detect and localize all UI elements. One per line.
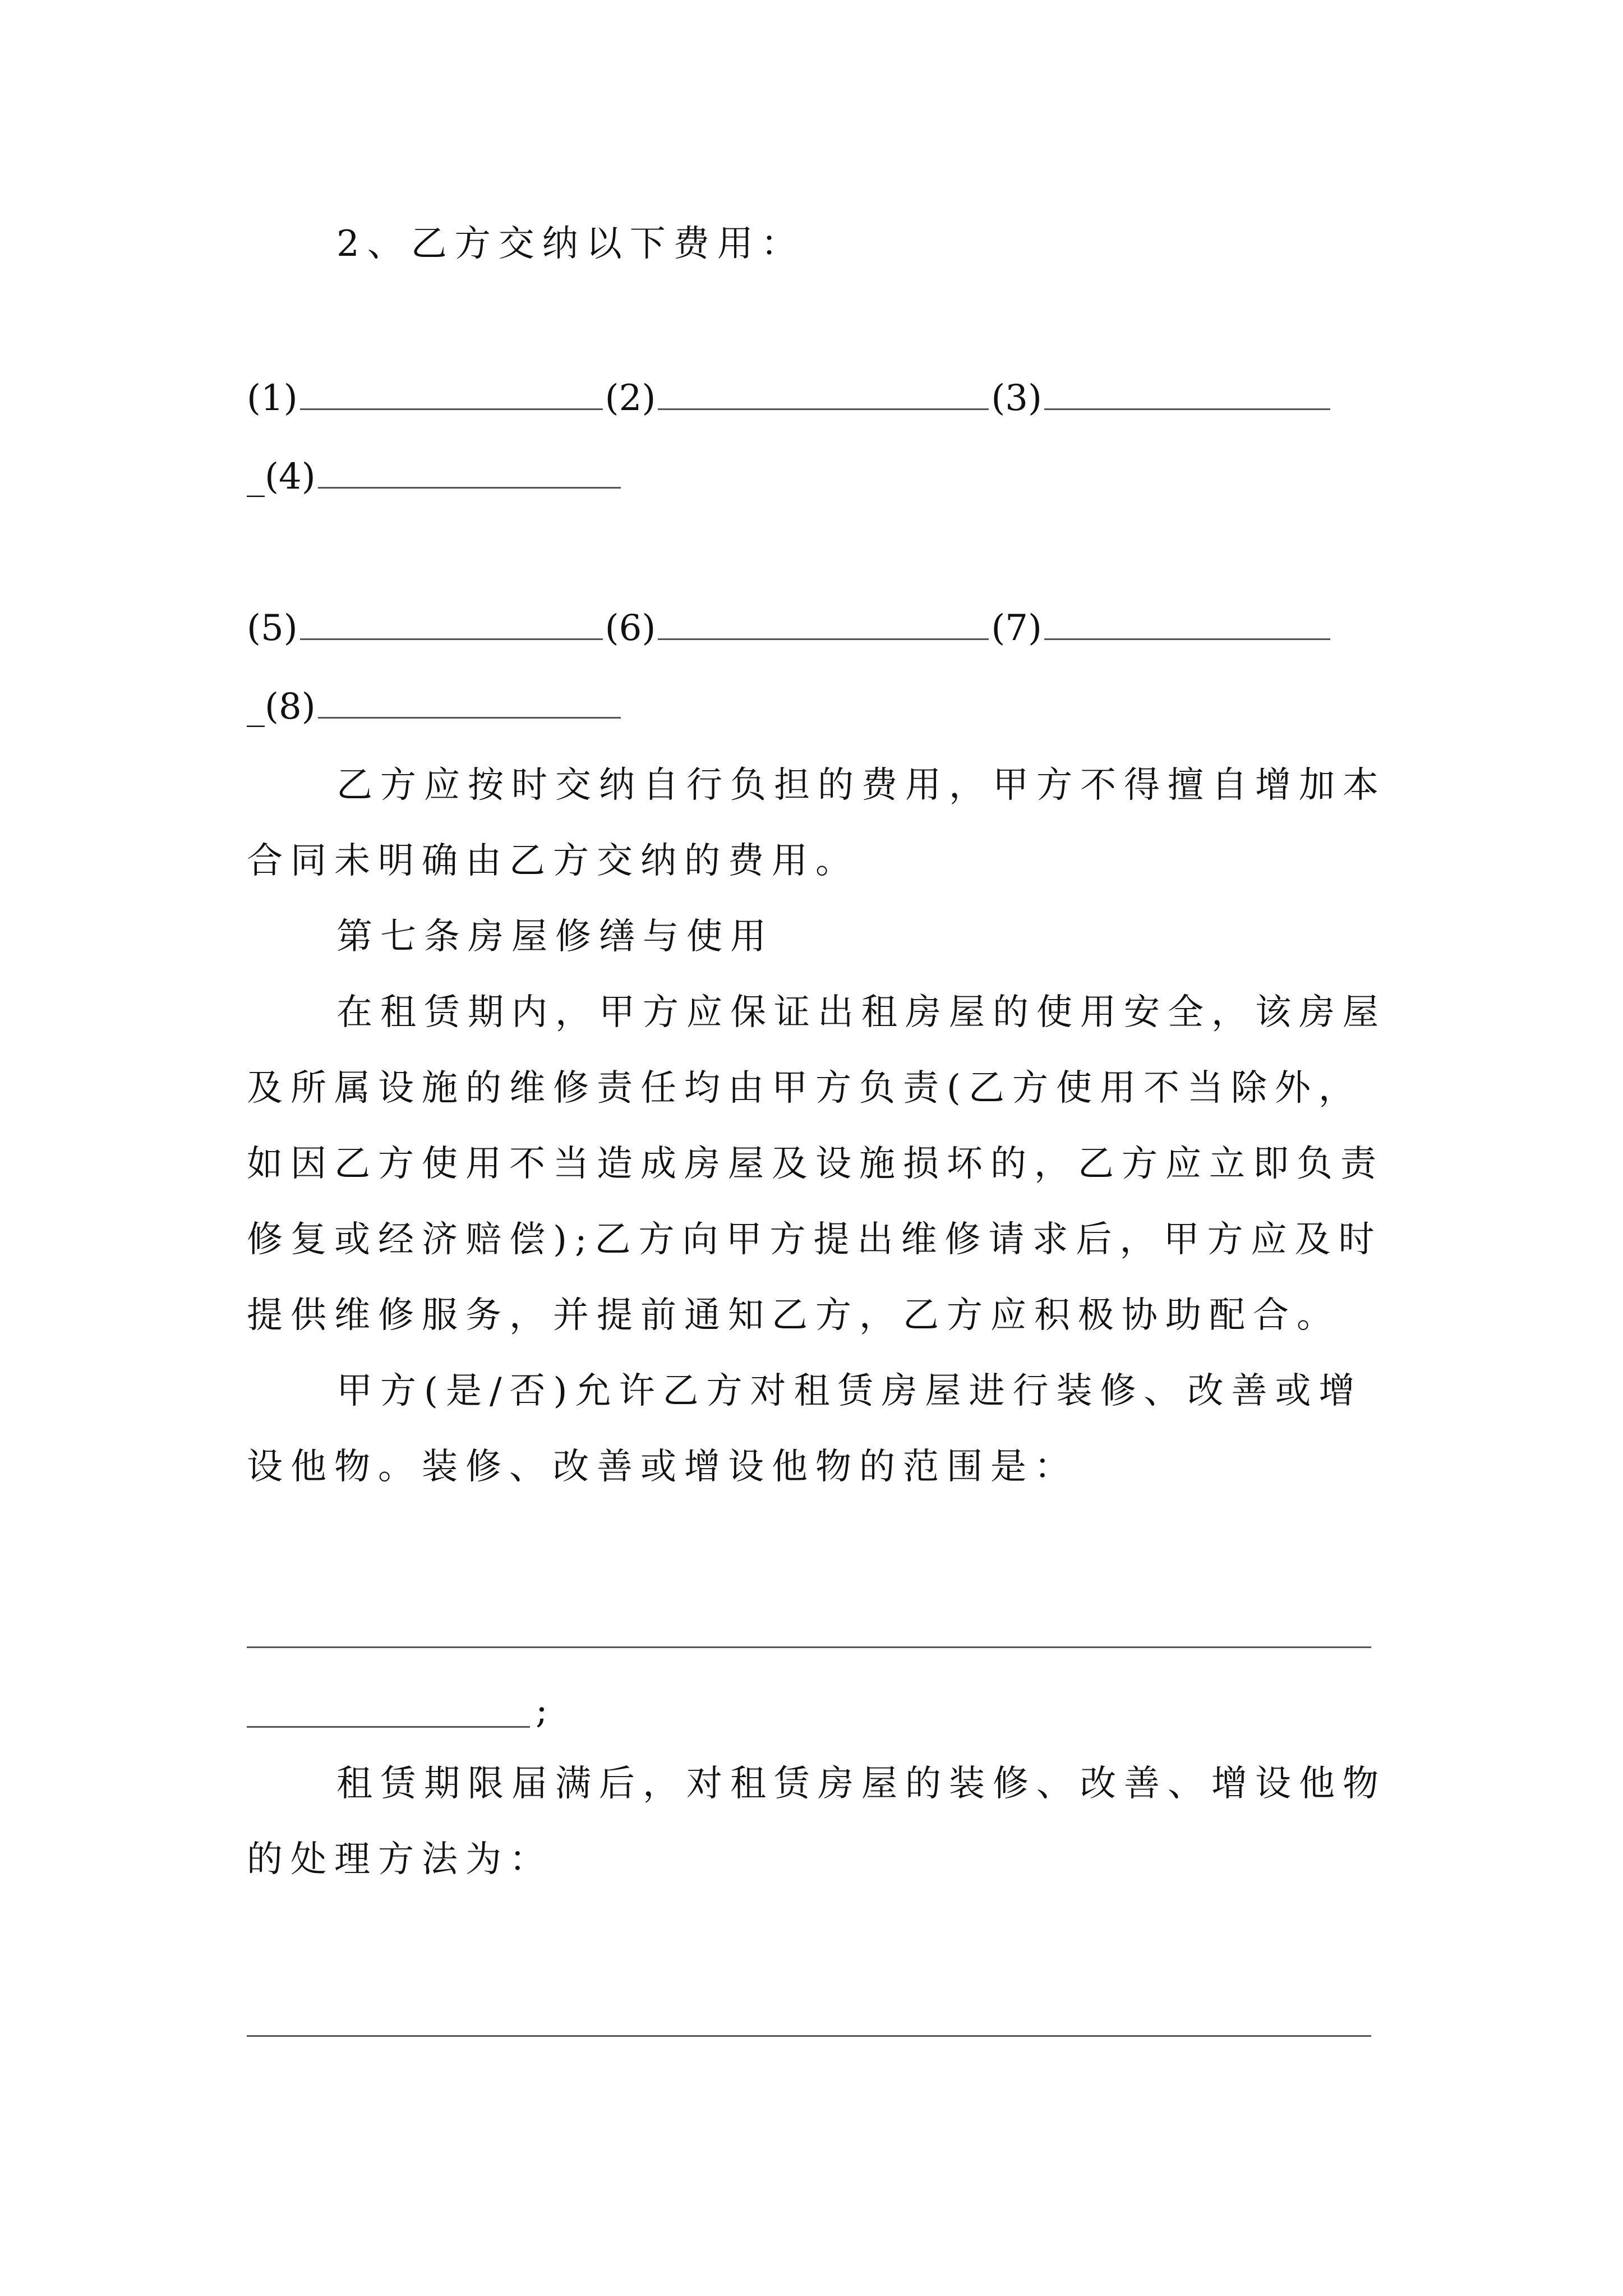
fill-in-blank-line[interactable] [247,1726,530,1728]
paragraph-line: 提供维修服务，并提前通知乙方，乙方应积极协助配合。 [247,1295,1340,1336]
paragraph-line: 甲方(是/否)允许乙方对租赁房屋进行装修、改善或增 [336,1370,1363,1412]
fee-item-label: (7) [991,608,1042,649]
paragraph-line: 如因乙方使用不当造成房屋及设施损坏的，乙方应立即负责 [247,1143,1384,1185]
fee-item-blank[interactable] [1044,606,1330,640]
section-heading: 2、乙方交纳以下费用： [336,223,805,265]
paragraph-line: 设他物。装修、改善或增设他物的范围是： [247,1446,1078,1488]
fee-item-label: (4) [265,456,316,498]
paragraph-line: 乙方应按时交纳自行负担的费用，甲方不得擅自增加本 [336,765,1386,806]
fill-in-blank-line[interactable] [247,2035,1371,2037]
fee-item-label: (1) [247,378,298,419]
fee-item-blank[interactable] [318,454,621,489]
leading-underscore: _ [247,456,265,498]
fee-items-row-3 [247,606,1332,651]
paragraph-line: 合同未明确由乙方交纳的费用。 [247,840,859,882]
fee-items-row-1 [247,376,1332,421]
fee-item-label: (6) [605,608,656,649]
paragraph-line: 的处理方法为： [247,1839,553,1880]
paragraph-line: 及所属设施的维修责任均由甲方负责(乙方使用不当除外， [247,1068,1362,1109]
fee-items-row-4 [247,684,623,729]
fee-item-blank[interactable] [658,376,989,410]
paragraph-line: 修复或经济赔偿);乙方向甲方提出维修请求后，甲方应及时 [247,1219,1382,1260]
article-title: 第七条房屋修缮与使用 [336,916,774,958]
fee-item-blank[interactable] [300,606,603,640]
fee-items-row-2 [247,454,623,499]
fee-item-label: (8) [265,686,316,728]
fee-item-blank[interactable] [318,684,621,719]
fee-item-label: (3) [991,378,1042,419]
semicolon: ; [536,1690,548,1732]
fee-item-label: (5) [247,608,298,649]
fee-item-blank[interactable] [300,376,603,410]
paragraph-line: 租赁期限届满后，对租赁房屋的装修、改善、增设他物 [336,1763,1386,1805]
leading-underscore: _ [247,686,265,728]
fill-in-blank-line[interactable] [247,1646,1371,1648]
fee-item-blank[interactable] [1044,376,1330,410]
fee-item-blank[interactable] [658,606,989,640]
paragraph-line: 在租赁期内，甲方应保证出租房屋的使用安全，该房屋 [336,992,1386,1033]
fee-item-label: (2) [605,378,656,419]
